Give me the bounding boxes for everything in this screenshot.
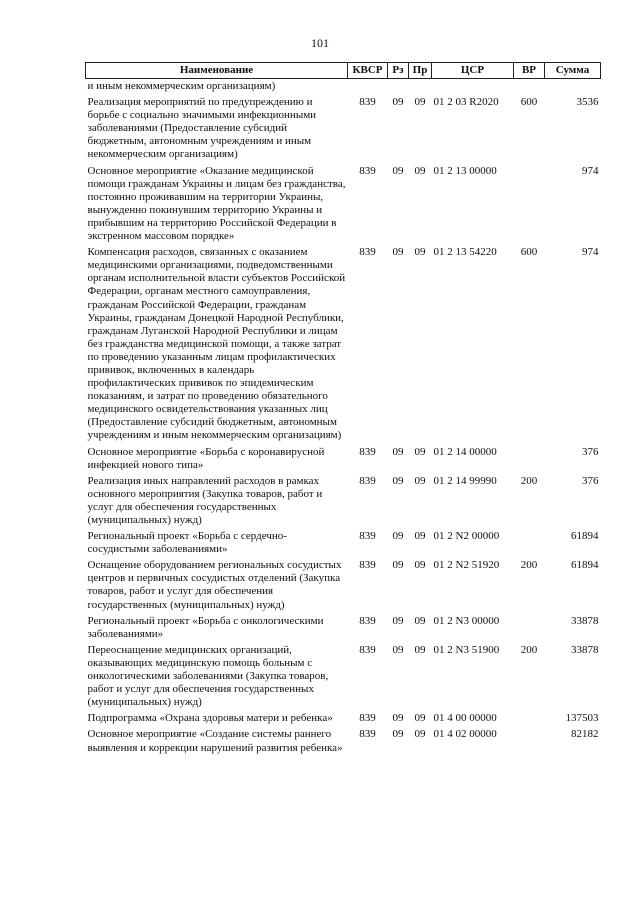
- row-rz: 09: [392, 530, 404, 543]
- row-csr: 01 2 14 99990: [433, 474, 497, 487]
- header-vr: ВР: [514, 63, 545, 79]
- row-kvsr: 839: [359, 559, 376, 572]
- row-csr: 01 2 13 54220: [433, 246, 497, 259]
- table-row: [86, 559, 601, 614]
- continuation-row: [86, 79, 601, 97]
- row-sum: 33878: [571, 643, 599, 656]
- header-csr: ЦСР: [432, 63, 514, 79]
- budget-table: [85, 62, 601, 758]
- row-rz: 09: [392, 246, 404, 259]
- row-pr: 09: [414, 474, 426, 487]
- row-pr: 09: [414, 164, 426, 177]
- row-vr: [514, 712, 545, 728]
- row-pr: 09: [414, 445, 426, 458]
- row-kvsr: 839: [359, 530, 376, 543]
- row-rz: 09: [392, 712, 404, 725]
- table-row: [86, 728, 601, 757]
- row-kvsr: 839: [359, 445, 376, 458]
- row-name: Основное мероприятие «Борьба с коронавирусной инфекцией нового типа»: [87, 445, 325, 471]
- row-kvsr: 839: [359, 712, 376, 725]
- table-row: [86, 475, 601, 530]
- row-vr: 200: [520, 643, 538, 656]
- row-vr: 600: [520, 96, 538, 109]
- row-name: Региональный проект «Борьба с сердечно-сосудистыми заболеваниями»: [87, 530, 287, 556]
- row-sum: 376: [582, 474, 599, 487]
- row-vr: [514, 728, 545, 757]
- row-pr: 09: [414, 728, 426, 741]
- row-kvsr: 839: [359, 96, 376, 109]
- table-row: [86, 446, 601, 475]
- row-kvsr: 839: [359, 728, 376, 741]
- row-pr: 09: [414, 246, 426, 259]
- row-vr: 200: [520, 474, 538, 487]
- row-vr: 200: [520, 559, 538, 572]
- row-sum: 3536: [576, 96, 599, 109]
- row-pr: 09: [414, 643, 426, 656]
- row-csr: 01 2 N3 00000: [433, 614, 500, 627]
- row-kvsr: 839: [359, 643, 376, 656]
- table-row: [86, 165, 601, 247]
- row-vr: [514, 530, 545, 559]
- row-rz: 09: [392, 164, 404, 177]
- row-csr: 01 2 N3 51900: [433, 643, 500, 656]
- row-vr: 600: [520, 246, 538, 259]
- row-vr: [514, 165, 545, 247]
- row-pr: 09: [414, 712, 426, 725]
- row-sum: 137503: [565, 712, 599, 725]
- row-kvsr: 839: [359, 246, 376, 259]
- row-pr: 09: [414, 559, 426, 572]
- row-pr: 09: [414, 96, 426, 109]
- table-header-row: [86, 63, 601, 79]
- table-row: [86, 644, 601, 712]
- row-sum: 974: [582, 164, 599, 177]
- row-sum: 376: [582, 445, 599, 458]
- page-number: 101: [311, 36, 329, 50]
- continuation-text: и иным некоммерческим организациям): [87, 80, 276, 92]
- row-rz: 09: [392, 728, 404, 741]
- row-csr: 01 2 13 00000: [433, 164, 497, 177]
- row-pr: 09: [414, 530, 426, 543]
- row-kvsr: 839: [359, 164, 376, 177]
- row-rz: 09: [392, 96, 404, 109]
- row-rz: 09: [392, 474, 404, 487]
- header-kvsr: КВСР: [348, 63, 388, 79]
- row-sum: 33878: [571, 614, 599, 627]
- row-rz: 09: [392, 643, 404, 656]
- row-rz: 09: [392, 559, 404, 572]
- row-pr: 09: [414, 614, 426, 627]
- row-vr: [514, 615, 545, 644]
- table-row: [86, 615, 601, 644]
- row-sum: 82182: [571, 728, 599, 741]
- row-name: Реализация мероприятий по предупреждению и борьбе с социально значимыми инфекционными заболеваниями (Предоставление субсидий бюджетным, автономным учреждениям и иным некоммерческим организациям): [87, 96, 317, 161]
- row-kvsr: 839: [359, 474, 376, 487]
- row-name: Оснащение оборудованием региональных сосудистых центров и первичных сосудистых отделений (Закупка товаров, работ и услуг для обеспечения государственных (муниципальных) нужд): [87, 559, 342, 611]
- table-row: [86, 96, 601, 164]
- header-sum: Сумма: [545, 63, 601, 79]
- row-vr: [514, 446, 545, 475]
- table-row: [86, 712, 601, 728]
- row-sum: 61894: [571, 559, 599, 572]
- row-csr: 01 2 N2 00000: [433, 530, 500, 543]
- header-name: Наименование: [86, 63, 348, 79]
- row-sum: 974: [582, 246, 599, 259]
- row-rz: 09: [392, 614, 404, 627]
- header-pr: Пр: [409, 63, 432, 79]
- row-name: Региональный проект «Борьба с онкологическими заболеваниями»: [87, 614, 324, 640]
- row-csr: 01 2 N2 51920: [433, 559, 500, 572]
- row-name: Компенсация расходов, связанных с оказанием медицинскими организациями, подведомственными органам исполнительной власти субъектов Российской Федерации, органам местного самоуправления, гражданам Российской Федерации, гражданам Украины, гражданам Донецкой Народной Республики, гражданам Луганской Народной Республики и лицам без гражданства медицинской помощи, а также затрат по проведению указанным лицам профилактических прививок, включенных в календарь профилактических прививок по эпидемическим показаниям, и затрат по проведению обязательного медицинского освидетельствования указанных лиц (Предоставление субсидий бюджетным, автономным учреждениям и иным некоммерческим организациям): [87, 246, 346, 442]
- row-rz: 09: [392, 445, 404, 458]
- row-name: Подпрограмма «Охрана здоровья матери и ребенка»: [87, 712, 333, 725]
- row-name: Реализация иных направлений расходов в рамках основного мероприятия (Закупка товаров, работ и услуг для обеспечения государственных (муниципальных) нужд): [87, 474, 323, 526]
- table-row: [86, 530, 601, 559]
- row-csr: 01 2 14 00000: [433, 445, 497, 458]
- table-row: [86, 246, 601, 445]
- row-sum: 61894: [571, 530, 599, 543]
- row-name: Основное мероприятие «Оказание медицинской помощи гражданам Украины и лицам без гражданства, постоянно проживавшим на территории Украины, вынужденно покинувшим территорию Украины и прибывшим на территорию Российской Федерации в экстренном массовом порядке»: [87, 164, 346, 243]
- row-csr: 01 4 00 00000: [433, 712, 497, 725]
- row-kvsr: 839: [359, 614, 376, 627]
- row-csr: 01 4 02 00000: [433, 728, 497, 741]
- row-name: Переоснащение медицинских организаций, оказывающих медицинскую помощь больным с онкологическими заболеваниями (Закупка товаров, работ и услуг для обеспечения государственных (муниципальных) нужд): [87, 643, 329, 709]
- header-rz: Рз: [388, 63, 409, 79]
- row-csr: 01 2 03 R2020: [433, 96, 499, 109]
- row-name: Основное мероприятие «Создание системы раннего выявления и коррекции нарушений развития ребенка»: [87, 728, 343, 754]
